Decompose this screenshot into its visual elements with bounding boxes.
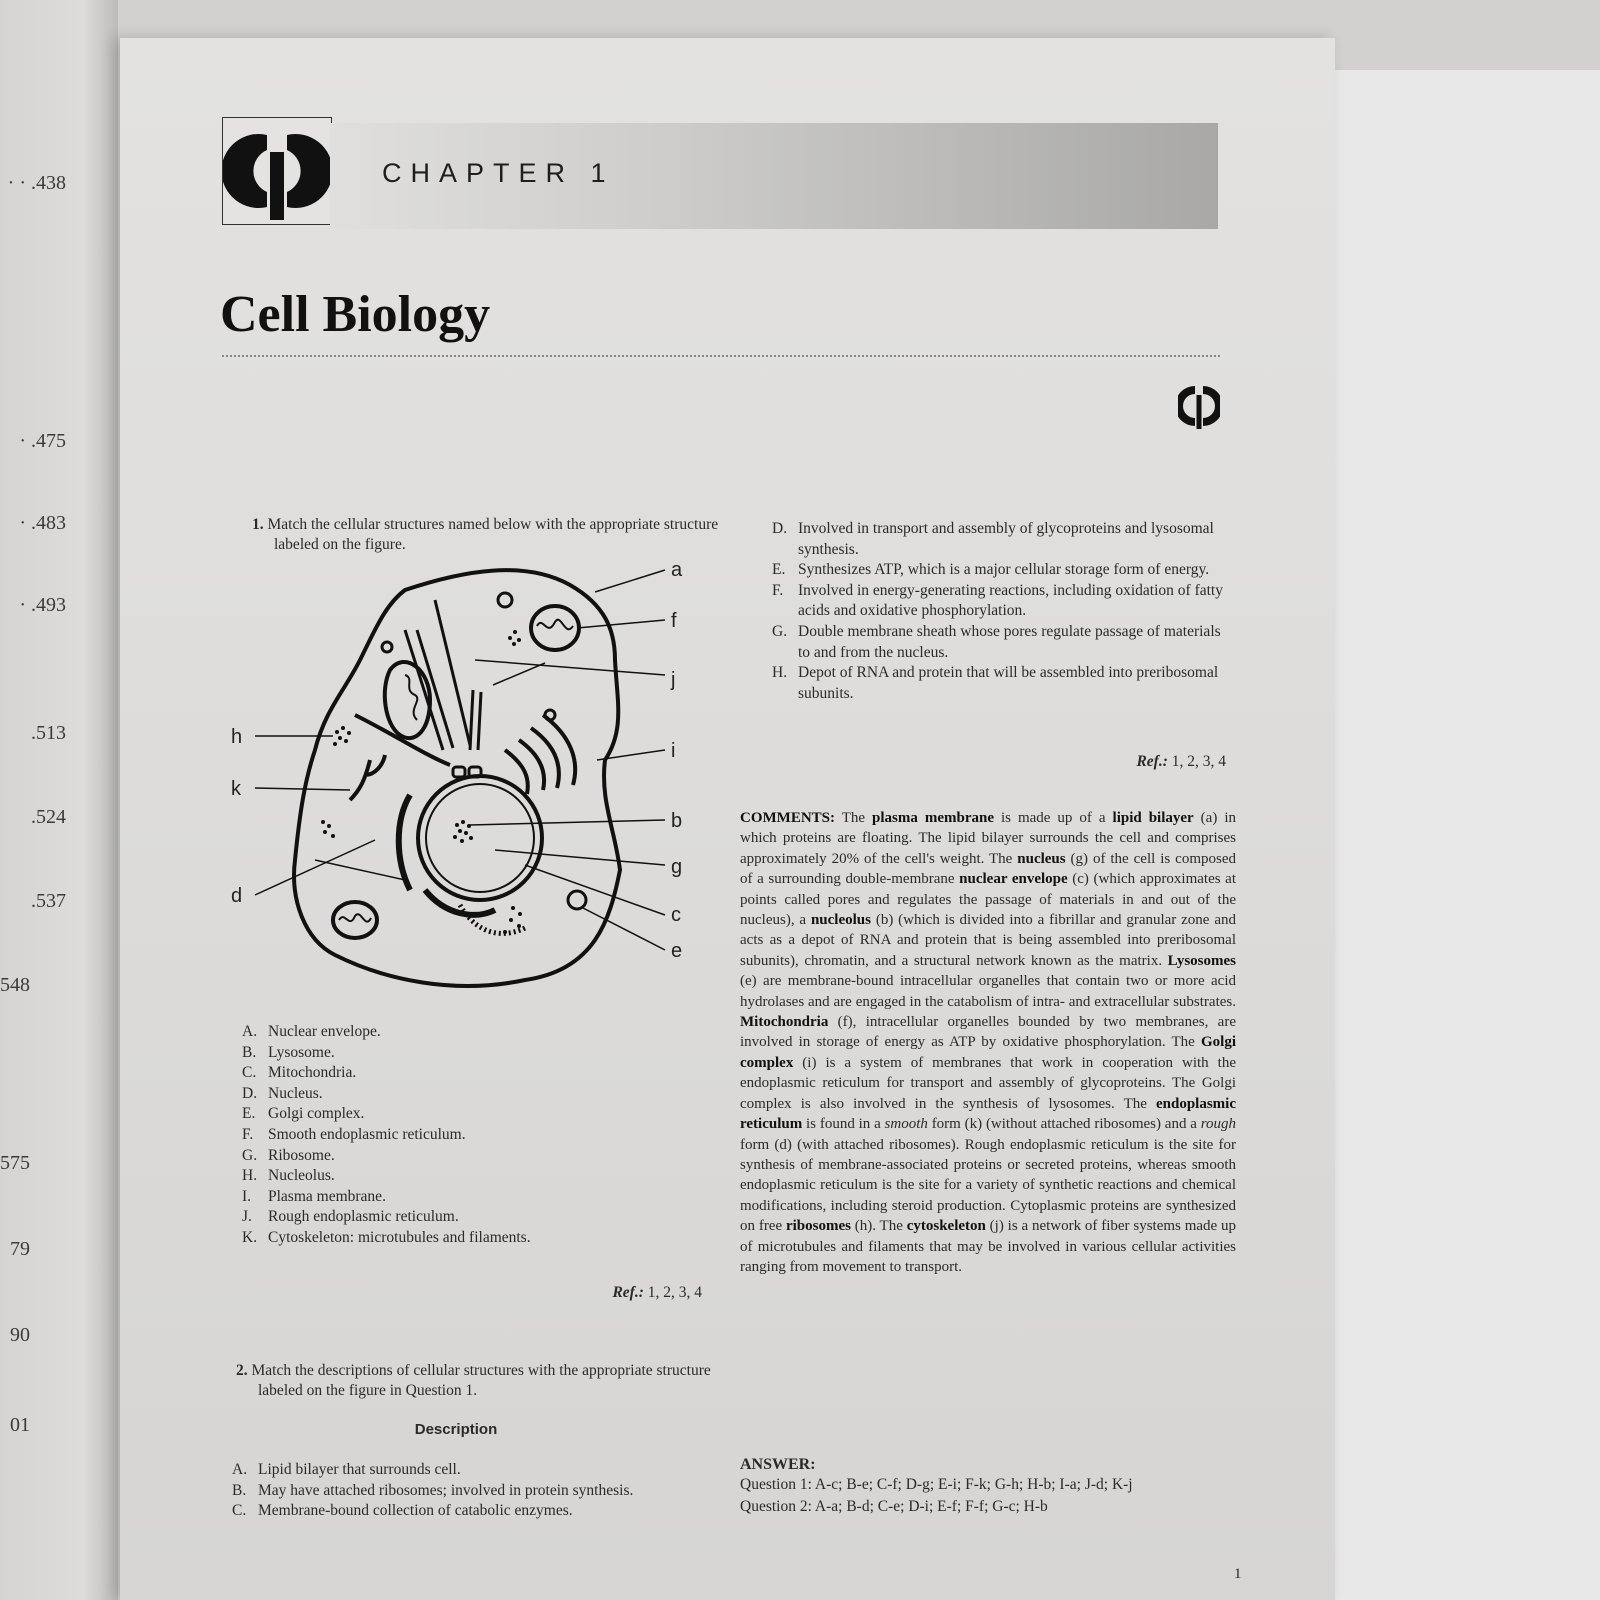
q1-option-item	[242, 1125, 682, 1146]
comment-text: (i) is a system of membranes that work in cooperation with the endoplasmic reticulum for transport and assembly of glycoproteins. The Golgi complex is also involved in the synthesis of lysosomes. The	[740, 1054, 1236, 1112]
background-edge	[1335, 70, 1600, 1600]
q2-description-item	[232, 1460, 702, 1481]
comment-text: (g) of the cell is composed of a surrounding double-membrane	[740, 850, 1236, 888]
mitochondrion-top	[531, 606, 579, 650]
q2-description-text: Double membrane sheath whose pores regulate passage of materials to and from the nucleus.	[798, 622, 1221, 661]
q2-description-key: D.	[772, 520, 788, 537]
ref-values: 1, 2, 3, 4	[647, 1284, 702, 1301]
page-title: Cell Biology	[220, 286, 491, 343]
answer-block	[740, 1455, 1236, 1517]
comment-text: (b) (which is divided into a fibrillar and granular zone and acts as a depot of RNA and protein that is being assembled into preribosomal subunits), chromatin, and a structural network known as the matrix.	[740, 912, 1236, 969]
q1-option-key: J.	[242, 1208, 252, 1226]
small-logo-icon	[1178, 382, 1220, 435]
previous-page-number: · .475	[19, 430, 66, 452]
q1-option-item	[242, 1166, 682, 1187]
q1-option-key: E.	[242, 1105, 256, 1123]
page-number: 1	[1234, 1566, 1242, 1582]
q2-description-text: Involved in energy-generating reactions, including oxidation of fatty acids and oxidative phosphorylation.	[798, 581, 1223, 620]
question-2-items-left	[232, 1460, 702, 1522]
answer-question-2: Question 2: A-a; B-d; C-e; D-i; E-f; F-f; G-c; H-b	[740, 1498, 1048, 1515]
description-heading: Description	[414, 1421, 498, 1438]
q1-option-text: Nucleolus.	[268, 1167, 335, 1185]
q1-option-key: B.	[242, 1043, 257, 1061]
figure-label-k: k	[231, 778, 241, 800]
comment-text: is found in a	[802, 1116, 885, 1133]
comments-label: COMMENTS:	[740, 810, 835, 826]
answer-label: ANSWER:	[740, 1456, 816, 1473]
previous-page-number: 90	[10, 1324, 30, 1346]
q2-description-key: F.	[772, 581, 784, 599]
figure-label-f: f	[671, 610, 677, 632]
question-2-items-right	[772, 519, 1224, 704]
q2-description-key: A.	[232, 1461, 248, 1478]
smooth-er	[350, 755, 385, 800]
ref-values: 1, 2, 3, 4	[1171, 753, 1226, 770]
q1-option-key: I.	[242, 1187, 252, 1205]
previous-page-number: .513	[31, 722, 66, 744]
q1-option-key: D.	[242, 1084, 258, 1102]
comment-text: form (k) (without attached ribosomes) and a	[927, 1116, 1201, 1133]
q1-option-item	[242, 1022, 682, 1043]
italic-term: rough	[1200, 1116, 1236, 1133]
bold-term: Lysosomes	[1167, 952, 1236, 969]
comment-text: (j) is a network of fiber systems made up of microtubules and filaments that may be involved in various cellular activities ranging from movement to transport.	[740, 1218, 1236, 1275]
q1-option-item	[242, 1084, 682, 1105]
question-1-text: Match the cellular structures named below with the appropriate structure labeled on the figure.	[267, 516, 719, 553]
logo-icon	[223, 118, 331, 224]
previous-page-number: .537	[31, 890, 66, 912]
chapter-label: CHAPTER 1	[382, 158, 615, 188]
comment-text: (c) (which approximates at points called pores and regulates the passage of materials in and out of the nucleus), a	[740, 871, 1236, 929]
comment-text: The	[835, 810, 873, 826]
bold-term: nuclear envelope	[959, 871, 1068, 888]
question-1-prompt	[252, 515, 729, 555]
q1-option-text: Nucleus.	[268, 1084, 323, 1102]
previous-page-number: 79	[10, 1238, 30, 1260]
figure-label-c: c	[671, 904, 681, 926]
previous-page-number: · .483	[19, 512, 66, 534]
q1-option-text: Cytoskeleton: microtubules and filaments.	[268, 1228, 531, 1246]
q1-option-text: Lysosome.	[268, 1043, 335, 1061]
bold-term: Mitochondria	[740, 1014, 829, 1031]
q1-option-text: Smooth endoplasmic reticulum.	[268, 1125, 466, 1143]
q1-option-key: F.	[242, 1125, 254, 1143]
figure-label-b: b	[671, 810, 683, 832]
chapter-logo	[222, 117, 332, 225]
figure-label-d: d	[231, 885, 243, 907]
q2-description-key: E.	[772, 561, 786, 579]
question-1-number: 1.	[252, 516, 264, 533]
answer-question-1: Question 1: A-c; B-e; C-f; D-g; E-i; F-k; G-h; H-b; I-a; J-d; K-j	[740, 1476, 1133, 1493]
q2-description-text: Involved in transport and assembly of glycoproteins and lysosomal synthesis.	[798, 520, 1214, 558]
previous-page-number: .524	[31, 806, 66, 828]
mitochondrion-bottom	[333, 902, 377, 938]
comment-text: (h). The	[850, 1218, 907, 1235]
title-divider	[222, 355, 1220, 357]
question-2-number: 2.	[236, 1362, 248, 1379]
q2-description-text: Lipid bilayer that surrounds cell.	[258, 1461, 461, 1478]
q1-option-key: H.	[242, 1167, 258, 1185]
italic-term: smooth	[884, 1116, 928, 1133]
q1-option-text: Rough endoplasmic reticulum.	[268, 1208, 459, 1226]
q1-option-item	[242, 1063, 682, 1084]
q1-option-text: Plasma membrane.	[268, 1187, 386, 1205]
comment-text: form (d) (with attached ribosomes). Rough endoplasmic reticulum is the site for synthesis of membrane-associated proteins or secreted proteins, whereas smooth endoplasmic reticulum is the site for a variety of synthetic reactions and chemical modifications, including steroid production. Cytoplasmic proteins are synthesized on free	[740, 1136, 1236, 1235]
q2-description-text: Depot of RNA and protein that will be assembled into preribosomal subunits.	[798, 664, 1219, 702]
q2-description-item	[772, 560, 1224, 581]
q2-description-item	[772, 622, 1224, 663]
q1-option-item	[242, 1146, 682, 1167]
q2-description-key: H.	[772, 664, 788, 682]
previous-page-number: · · .438	[7, 172, 66, 194]
q2-description-text: May have attached ribosomes; involved in protein synthesis.	[258, 1481, 634, 1499]
comment-text: (f), intracellular organelles bounded by two membranes, are involved in storage of energy as ATP by oxidative phosphorylation. The	[740, 1014, 1236, 1051]
q2-description-item	[772, 519, 1224, 560]
q1-option-text: Nuclear envelope.	[268, 1023, 381, 1040]
previous-page-number: 01	[10, 1414, 30, 1436]
q2-description-key: G.	[772, 622, 788, 640]
bold-term: plasma membrane	[872, 810, 994, 826]
comments-paragraph	[740, 808, 1236, 1277]
ref-label: Ref.:	[1136, 753, 1168, 770]
question-1-ref	[480, 1283, 702, 1303]
q1-option-key: C.	[242, 1064, 257, 1082]
q1-option-key: K.	[242, 1228, 258, 1246]
bold-term: endoplasmic reticulum	[740, 1095, 1236, 1133]
figure-label-i: i	[671, 740, 676, 762]
q1-option-item	[242, 1207, 682, 1228]
comment-text: is made up of a	[994, 810, 1113, 826]
figure-label-j: j	[671, 669, 676, 691]
figure-label-g: g	[671, 856, 683, 878]
bold-term: nucleus	[1017, 850, 1066, 867]
comment-text: (a) in which proteins are floating. The lipid bilayer surrounds the cell and comprises approximately 20% of the cell's weight. The	[740, 810, 1236, 867]
q2-description-key: C.	[232, 1502, 247, 1520]
question-2-prompt	[236, 1361, 726, 1401]
rough-er-bottom	[425, 890, 495, 915]
question-2-ref	[1000, 752, 1226, 772]
vesicles	[382, 593, 586, 909]
nucleus	[418, 776, 542, 900]
question-1-options	[242, 1022, 682, 1249]
bold-term: cytoskeleton	[906, 1218, 986, 1235]
q1-option-text: Mitochondria.	[268, 1064, 357, 1082]
previous-page-edge	[0, 0, 118, 1600]
comment-text: (e) are membrane-bound intracellular organelles that contain two or more acid hydrolases and are engaged in the catabolism of intra- and extracellular substrates.	[740, 973, 1236, 1010]
figure-label-a: a	[671, 560, 683, 581]
q1-option-item	[242, 1104, 682, 1125]
cytoskeleton	[355, 600, 481, 765]
bold-term: Golgi complex	[740, 1034, 1236, 1071]
q2-description-item	[772, 581, 1224, 622]
previous-page-number: 575	[0, 1152, 30, 1174]
q2-description-text: Membrane-bound collection of catabolic enzymes.	[258, 1502, 573, 1520]
golgi-complex	[505, 715, 575, 794]
q2-description-key: B.	[232, 1481, 247, 1499]
question-2-text: Match the descriptions of cellular structures with the appropriate structure labeled on the figure in Question 1.	[251, 1362, 711, 1399]
figure-label-e: e	[671, 940, 683, 962]
bold-term: ribosomes	[785, 1218, 851, 1235]
previous-page-number: · .493	[19, 594, 66, 616]
q2-description-text: Synthesizes ATP, which is a major cellular storage form of energy.	[798, 561, 1210, 579]
q1-option-key: A.	[242, 1023, 258, 1040]
ref-label: Ref.:	[612, 1284, 644, 1301]
q2-description-item	[232, 1481, 702, 1502]
q1-option-item	[242, 1228, 682, 1249]
previous-page-number: 548	[0, 974, 30, 996]
q1-option-item	[242, 1187, 682, 1208]
q1-option-text: Golgi complex.	[268, 1105, 365, 1123]
bold-term: lipid bilayer	[1112, 810, 1194, 826]
mitochondrion-left	[385, 662, 430, 738]
figure-label-h: h	[231, 726, 243, 748]
q2-description-item	[232, 1501, 702, 1522]
cell-diagram	[225, 560, 705, 1005]
q2-description-item	[772, 663, 1224, 704]
q1-option-item	[242, 1043, 682, 1064]
q1-option-text: Ribosome.	[268, 1146, 335, 1164]
rough-er-left	[399, 795, 410, 890]
bold-term: nucleolus	[810, 912, 871, 929]
q1-option-key: G.	[242, 1146, 258, 1164]
